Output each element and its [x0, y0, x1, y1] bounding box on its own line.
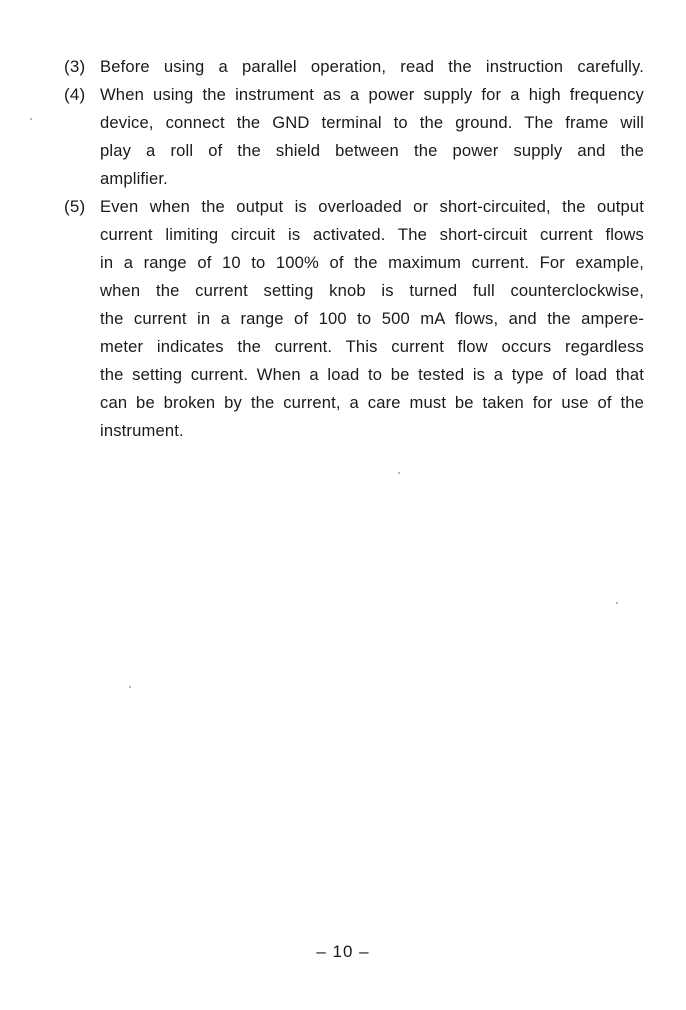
text-line: amplifier. — [100, 169, 168, 188]
item-text — [100, 53, 644, 81]
item-number: (5) — [64, 197, 86, 216]
text-line: the current in a range of 100 to 500 mA flows, and the ampere- — [100, 309, 644, 328]
text-line: device, connect the GND terminal to the ground. The frame will — [100, 113, 644, 132]
text-line: when the current setting knob is turned full counterclockwise, — [100, 281, 644, 300]
scan-speck — [398, 472, 400, 474]
scan-speck — [30, 118, 32, 120]
item-number: (3) — [64, 57, 86, 76]
text-line: in a range of 10 to 100% of the maximum current. For example, — [100, 253, 644, 272]
scan-speck — [616, 602, 618, 604]
text-line: current limiting circuit is activated. The short-circuit current flows — [100, 225, 644, 244]
text-line: Before using a parallel operation, read the instruction carefully. — [100, 57, 644, 76]
text-line: instrument. — [100, 421, 184, 440]
item-text — [100, 193, 644, 445]
page-number: – 10 – — [316, 942, 370, 961]
item-number: (4) — [64, 85, 86, 104]
text-line: can be broken by the current, a care must be taken for use of the — [100, 393, 644, 412]
text-line: Even when the output is overloaded or short-circuited, the output — [100, 197, 644, 216]
text-line: meter indicates the current. This current flow occurs regardless — [100, 337, 644, 356]
text-line: When using the instrument as a power supply for a high frequency — [100, 85, 644, 104]
scan-speck — [129, 686, 131, 688]
item-text — [100, 81, 644, 193]
text-line: play a roll of the shield between the power supply and the — [100, 141, 644, 160]
text-line: the setting current. When a load to be tested is a type of load that — [100, 365, 644, 384]
